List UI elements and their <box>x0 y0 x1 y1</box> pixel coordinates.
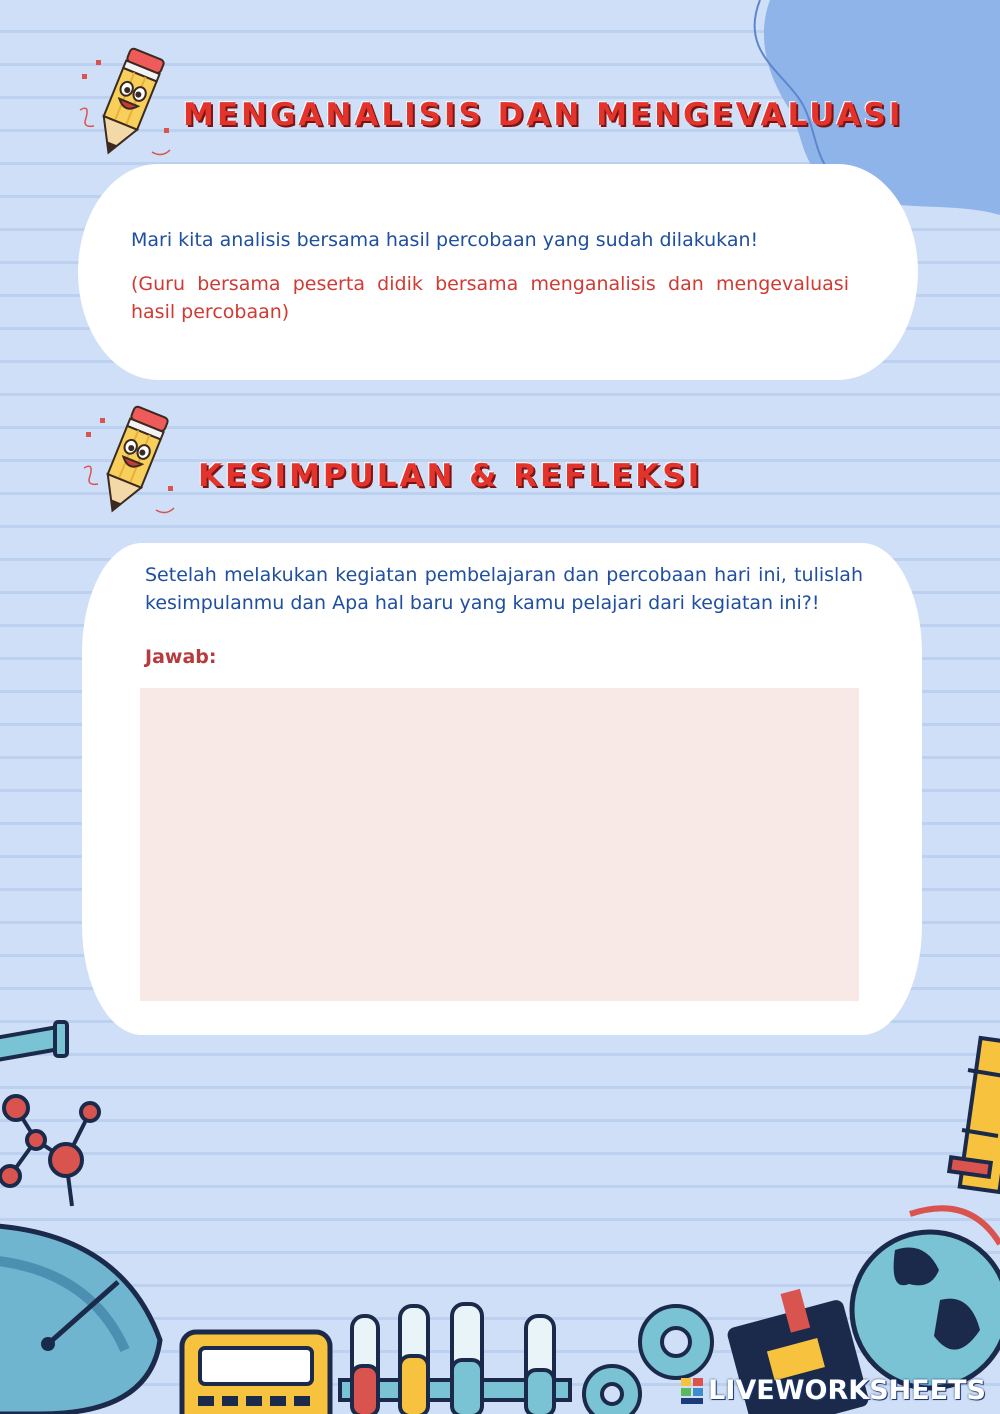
pencil-mascot-icon <box>76 398 186 526</box>
science-illustration <box>0 1010 1000 1414</box>
watermark-text: LIVEWORKSHEETS <box>708 1375 986 1406</box>
answer-label: Jawab: <box>145 646 217 668</box>
calculator-icon <box>182 1332 330 1414</box>
section-heading-conclusion: KESIMPULAN & REFLEKSI <box>198 458 703 494</box>
globe-icon <box>852 1208 1000 1388</box>
satellite-dish-icon <box>0 1225 160 1414</box>
analysis-instruction: Mari kita analisis bersama hasil percobaan yang sudah dilakukan! <box>131 229 759 251</box>
liveworksheets-logo-icon <box>680 1376 706 1406</box>
telescope-icon <box>949 1038 1000 1192</box>
answer-input[interactable] <box>140 688 859 1001</box>
section-heading-analysis: MENGANALISIS DAN MENGEVALUASI <box>183 97 904 133</box>
test-tubes-icon <box>340 1304 570 1414</box>
pencil-mascot-icon <box>72 40 182 168</box>
telescope-icon <box>0 1022 67 1061</box>
molecule-icon <box>0 1096 99 1206</box>
conclusion-question: Setelah melakukan kegiatan pembelajaran dan percobaan hari ini, tulislah kesimpulanmu dan Apa hal baru yang kamu pelajari dari kegiatan ini?! <box>145 564 863 614</box>
analysis-note: (Guru bersama peserta didik bersama menganalisis dan mengevaluasi hasil percobaan) <box>131 273 849 323</box>
watermark <box>680 1375 986 1406</box>
